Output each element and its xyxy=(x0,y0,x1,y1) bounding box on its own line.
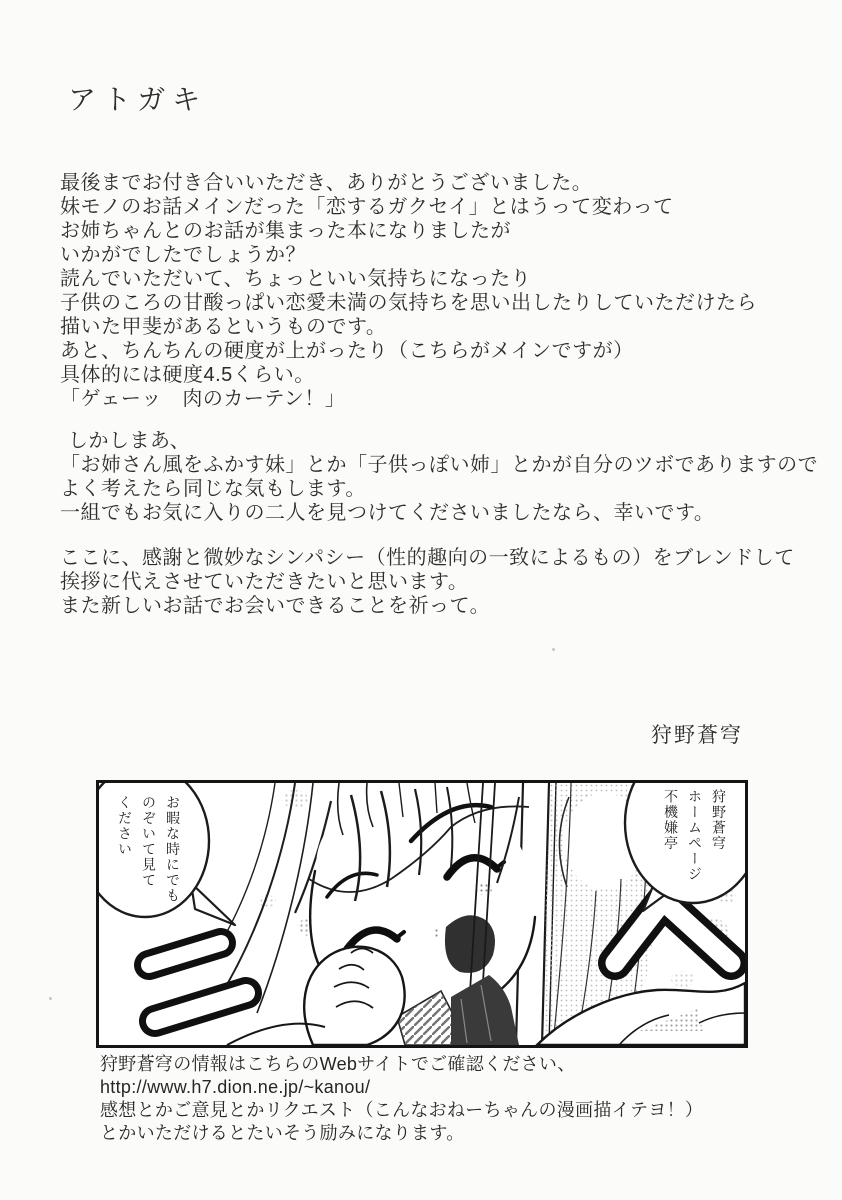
text-line: いかがでしたでしょうか？ xyxy=(60,244,306,266)
paragraph-2 xyxy=(60,429,818,525)
scan-speck xyxy=(49,997,52,1000)
scan-speck xyxy=(552,648,555,651)
text-line: よく考えたら同じな気もします。 xyxy=(60,478,366,500)
paragraph-1 xyxy=(60,171,757,411)
bubble-text-column: 不機嫌亭 xyxy=(663,789,679,851)
footer-info xyxy=(100,1053,703,1145)
paragraph-3 xyxy=(60,546,795,618)
page-title: アトガキ xyxy=(68,84,208,115)
footer-line: 狩野蒼穹の情報はこちらのWebサイトでご確認ください、 xyxy=(100,1054,576,1074)
illustration-panel xyxy=(96,780,748,1048)
text-line: あと、ちんちんの硬度が上がったり（こちらがメインですが） xyxy=(60,340,634,362)
text-line: 子供のころの甘酸っぱい恋愛未満の気持ちを思い出したりしていただけたら xyxy=(60,292,757,314)
bubble-text-column: のぞいて見て xyxy=(141,795,157,888)
ni-mark xyxy=(149,943,246,1021)
footer-line: とかいただけるとたいそう励みになります。 xyxy=(100,1123,465,1143)
footer-line: 感想とかご意見とかリクエスト（こんなおねーちゃんの漫画描イテヨ！） xyxy=(100,1100,704,1120)
text-line: ここに、感謝と微妙なシンパシー（性的趣向の一致によるもの）をブレンドして xyxy=(60,547,795,569)
text-line: しかしまあ、 xyxy=(68,430,191,452)
mouth xyxy=(445,915,495,973)
speech-bubble-left-text xyxy=(113,795,185,915)
bubble-text-column: ください xyxy=(117,795,133,857)
bubble-text-column: ホームページ xyxy=(687,789,703,882)
text-line: お姉ちゃんとのお話が集まった本になりましたが xyxy=(60,220,511,242)
text-line: 描いた甲斐があるというものです。 xyxy=(60,316,387,338)
text-line: 「ゲェーッ 肉のカーテン！」 xyxy=(60,388,346,410)
bubble-text-column: 狩野蒼穹 xyxy=(711,789,727,851)
text-line: 妹モノのお話メインだった「恋するガクセイ」とはうって変わって xyxy=(60,196,674,218)
speech-bubble-right-text xyxy=(659,789,731,891)
text-line: 最後までお付き合いいただき、ありがとうございました。 xyxy=(60,172,593,194)
text-line: 挨拶に代えさせていただきたいと思います。 xyxy=(60,571,469,593)
manga-illustration xyxy=(99,783,745,1045)
text-line: 一組でもお気に入りの二人を見つけてくださいましたなら、幸いです。 xyxy=(60,502,715,524)
author-name: 狩野蒼穹 xyxy=(651,724,743,747)
text-line: また新しいお話でお会いできることを祈って。 xyxy=(60,595,491,617)
text-line: 「お姉さん風をふかす妹」とか「子供っぽい姉」とかが自分のツボでありますので xyxy=(60,454,819,476)
text-line: 読んでいただいて、ちょっといい気持ちになったり xyxy=(60,268,532,290)
bubble-text-column: お暇な時にでも xyxy=(165,795,181,904)
text-line: 具体的には硬度4.5くらい。 xyxy=(60,364,315,386)
footer-url: http://www.h7.dion.ne.jp/~kanou/ xyxy=(100,1077,371,1097)
